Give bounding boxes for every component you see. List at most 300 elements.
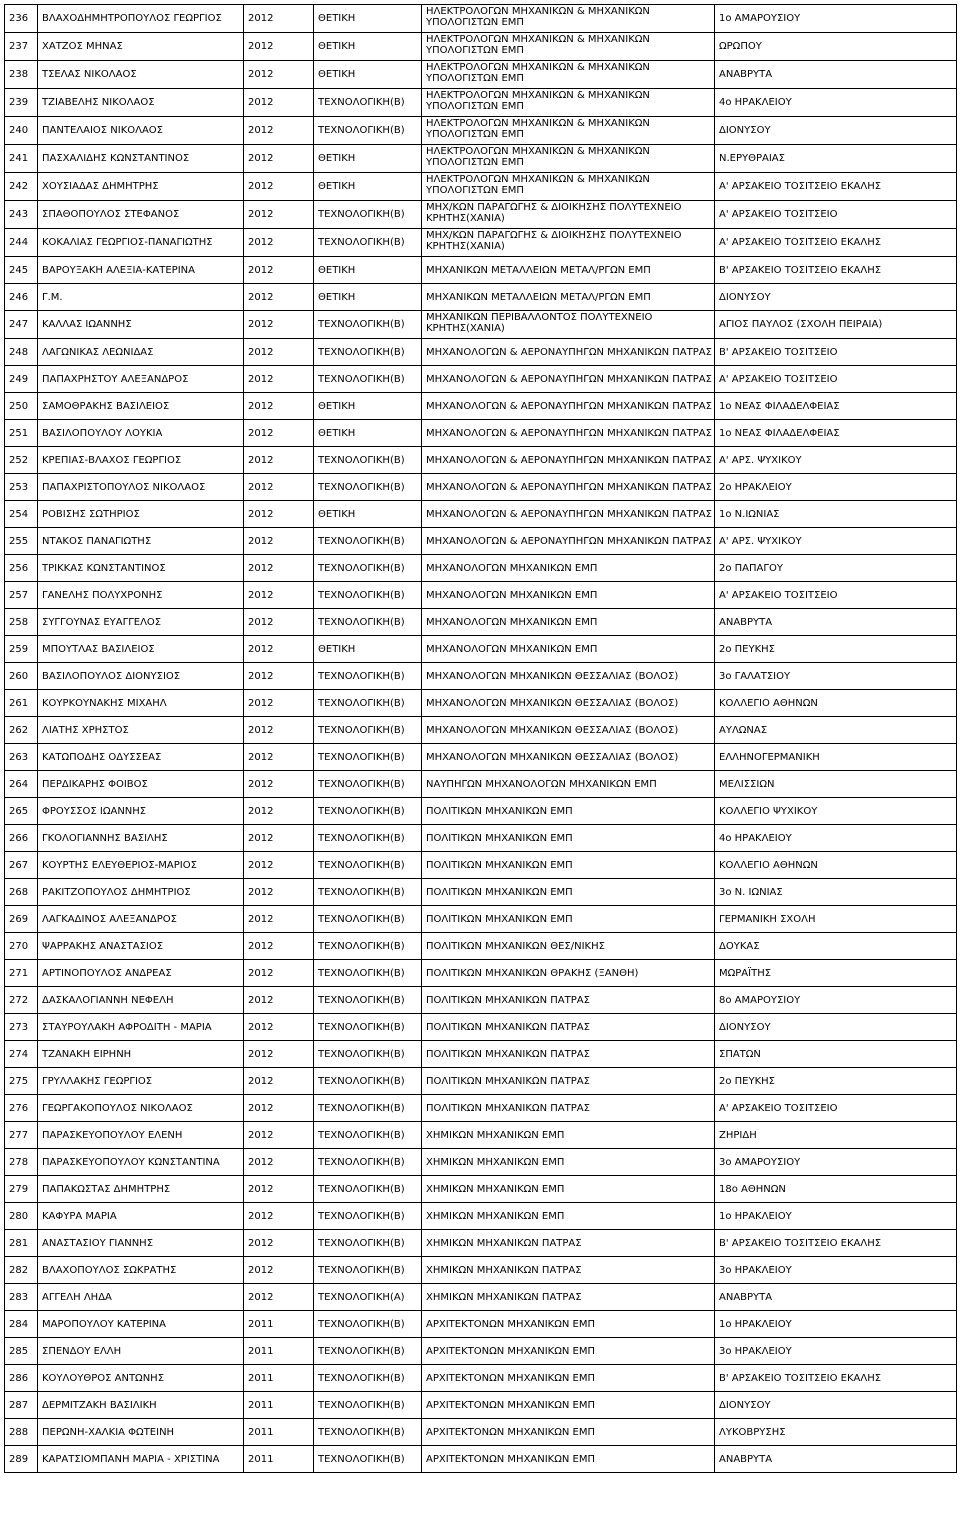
- student-name-cell: ΒΑΡΟΥΞΑΚΗ ΑΛΕΞΙΑ-ΚΑΤΕΡΙΝΑ: [38, 257, 244, 284]
- student-name-cell: ΚΡΕΠΙΑΣ-ΒΛΑΧΟΣ ΓΕΩΡΓΙΟΣ: [38, 447, 244, 474]
- year-cell: 2012: [244, 1122, 314, 1149]
- row-number-cell: 247: [5, 311, 38, 339]
- row-number-cell: 236: [5, 5, 38, 33]
- department-cell: ΜΗΧΑΝΟΛΟΓΩΝ ΜΗΧΑΝΙΚΩΝ ΘΕΣΣΑΛΙΑΣ (ΒΟΛΟΣ): [422, 663, 715, 690]
- department-cell: ΠΟΛΙΤΙΚΩΝ ΜΗΧΑΝΙΚΩΝ ΕΜΠ: [422, 852, 715, 879]
- school-cell: Α' ΑΡΣ. ΨΥΧΙΚΟΥ: [715, 447, 957, 474]
- year-cell: 2012: [244, 609, 314, 636]
- year-cell: 2012: [244, 257, 314, 284]
- school-cell: Α' ΑΡΣΑΚΕΙΟ ΤΟΣΙΤΣΕΙΟ ΕΚΑΛΗΣ: [715, 229, 957, 257]
- row-number-cell: 249: [5, 366, 38, 393]
- direction-cell: ΘΕΤΙΚΗ: [314, 284, 422, 311]
- row-number-cell: 278: [5, 1149, 38, 1176]
- table-row: [5, 145, 957, 173]
- school-cell: 3ο ΗΡΑΚΛΕΙΟΥ: [715, 1338, 957, 1365]
- table-row: [5, 1419, 957, 1446]
- table-row: [5, 690, 957, 717]
- row-number-cell: 272: [5, 987, 38, 1014]
- table-row: [5, 1149, 957, 1176]
- row-number-cell: 245: [5, 257, 38, 284]
- row-number-cell: 244: [5, 229, 38, 257]
- year-cell: 2012: [244, 311, 314, 339]
- student-name-cell: ΣΤΑΥΡΟΥΛΑΚΗ ΑΦΡΟΔΙΤΗ - ΜΑΡΙΑ: [38, 1014, 244, 1041]
- table-row: [5, 89, 957, 117]
- department-cell: ΑΡΧΙΤΕΚΤΟΝΩΝ ΜΗΧΑΝΙΚΩΝ ΕΜΠ: [422, 1338, 715, 1365]
- row-number-cell: 287: [5, 1392, 38, 1419]
- student-name-cell: ΑΓΓΕΛΗ ΛΗΔΑ: [38, 1284, 244, 1311]
- student-name-cell: ΚΑΡΑΤΣΙΟΜΠΑΝΗ ΜΑΡΙΑ - ΧΡΙΣΤΙΝΑ: [38, 1446, 244, 1473]
- department-cell: ΜΗΧΑΝΟΛΟΓΩΝ & ΑΕΡΟΝΑΥΠΗΓΩΝ ΜΗΧΑΝΙΚΩΝ ΠΑΤΡΑΣ: [422, 420, 715, 447]
- row-number-cell: 253: [5, 474, 38, 501]
- student-name-cell: ΛΑΓΩΝΙΚΑΣ ΛΕΩΝΙΔΑΣ: [38, 339, 244, 366]
- department-cell: ΑΡΧΙΤΕΚΤΟΝΩΝ ΜΗΧΑΝΙΚΩΝ ΕΜΠ: [422, 1446, 715, 1473]
- table-row: [5, 339, 957, 366]
- school-cell: 3ο Ν. ΙΩΝΙΑΣ: [715, 879, 957, 906]
- table-row: [5, 1365, 957, 1392]
- row-number-cell: 243: [5, 201, 38, 229]
- results-table: [4, 4, 957, 1473]
- table-row: [5, 229, 957, 257]
- direction-cell: ΤΕΧΝΟΛΟΓΙΚΗ(Β): [314, 1041, 422, 1068]
- row-number-cell: 271: [5, 960, 38, 987]
- direction-cell: ΘΕΤΙΚΗ: [314, 393, 422, 420]
- direction-cell: ΤΕΧΝΟΛΟΓΙΚΗ(Β): [314, 960, 422, 987]
- direction-cell: ΤΕΧΝΟΛΟΓΙΚΗ(Β): [314, 447, 422, 474]
- table-row: [5, 960, 957, 987]
- table-body: [5, 5, 957, 1473]
- school-cell: Ν.ΕΡΥΘΡΑΙΑΣ: [715, 145, 957, 173]
- school-cell: Α' ΑΡΣΑΚΕΙΟ ΤΟΣΙΤΣΕΙΟ: [715, 366, 957, 393]
- direction-cell: ΤΕΧΝΟΛΟΓΙΚΗ(Β): [314, 825, 422, 852]
- table-row: [5, 311, 957, 339]
- direction-cell: ΤΕΧΝΟΛΟΓΙΚΗ(Β): [314, 771, 422, 798]
- direction-cell: ΤΕΧΝΟΛΟΓΙΚΗ(Β): [314, 1095, 422, 1122]
- row-number-cell: 267: [5, 852, 38, 879]
- year-cell: 2012: [244, 229, 314, 257]
- student-name-cell: ΨΑΡΡΑΚΗΣ ΑΝΑΣΤΑΣΙΟΣ: [38, 933, 244, 960]
- school-cell: 1ο ΝΕΑΣ ΦΙΛΑΔΕΛΦΕΙΑΣ: [715, 420, 957, 447]
- student-name-cell: ΔΕΡΜΙΤΖΑΚΗ ΒΑΣΙΛΙΚΗ: [38, 1392, 244, 1419]
- department-cell: ΜΗΧΑΝΟΛΟΓΩΝ & ΑΕΡΟΝΑΥΠΗΓΩΝ ΜΗΧΑΝΙΚΩΝ ΠΑΤΡΑΣ: [422, 393, 715, 420]
- table-row: [5, 1284, 957, 1311]
- year-cell: 2012: [244, 501, 314, 528]
- student-name-cell: ΚΑΛΛΑΣ ΙΩΑΝΝΗΣ: [38, 311, 244, 339]
- school-cell: ΑΝΑΒΡΥΤΑ: [715, 1284, 957, 1311]
- table-row: [5, 1176, 957, 1203]
- table-row: [5, 173, 957, 201]
- department-cell: ΠΟΛΙΤΙΚΩΝ ΜΗΧΑΝΙΚΩΝ ΘΡΑΚΗΣ (ΞΑΝΘΗ): [422, 960, 715, 987]
- school-cell: ΔΟΥΚΑΣ: [715, 933, 957, 960]
- school-cell: 1ο ΝΕΑΣ ΦΙΛΑΔΕΛΦΕΙΑΣ: [715, 393, 957, 420]
- department-cell: ΜΗΧΑΝΟΛΟΓΩΝ ΜΗΧΑΝΙΚΩΝ ΘΕΣΣΑΛΙΑΣ (ΒΟΛΟΣ): [422, 690, 715, 717]
- school-cell: Α' ΑΡΣΑΚΕΙΟ ΤΟΣΙΤΣΕΙΟ ΕΚΑΛΗΣ: [715, 173, 957, 201]
- year-cell: 2012: [244, 852, 314, 879]
- department-cell: ΜΗΧΑΝΙΚΩΝ ΜΕΤΑΛΛΕΙΩΝ ΜΕΤΑΛ/ΡΓΩΝ ΕΜΠ: [422, 257, 715, 284]
- row-number-cell: 252: [5, 447, 38, 474]
- school-cell: Β' ΑΡΣΑΚΕΙΟ ΤΟΣΙΤΣΕΙΟ: [715, 339, 957, 366]
- department-cell: ΜΗΧΑΝΟΛΟΓΩΝ & ΑΕΡΟΝΑΥΠΗΓΩΝ ΜΗΧΑΝΙΚΩΝ ΠΑΤΡΑΣ: [422, 501, 715, 528]
- year-cell: 2012: [244, 1149, 314, 1176]
- student-name-cell: ΣΥΓΓΟΥΝΑΣ ΕΥΑΓΓΕΛΟΣ: [38, 609, 244, 636]
- department-cell: ΜΗΧΑΝΟΛΟΓΩΝ & ΑΕΡΟΝΑΥΠΗΓΩΝ ΜΗΧΑΝΙΚΩΝ ΠΑΤΡΑΣ: [422, 366, 715, 393]
- student-name-cell: ΠΑΠΑΧΡΗΣΤΟΥ ΑΛΕΞΑΝΔΡΟΣ: [38, 366, 244, 393]
- school-cell: 2ο ΠΕΥΚΗΣ: [715, 1068, 957, 1095]
- table-row: [5, 1338, 957, 1365]
- direction-cell: ΘΕΤΙΚΗ: [314, 61, 422, 89]
- student-name-cell: ΛΙΑΤΗΣ ΧΡΗΣΤΟΣ: [38, 717, 244, 744]
- year-cell: 2012: [244, 960, 314, 987]
- row-number-cell: 288: [5, 1419, 38, 1446]
- direction-cell: ΤΕΧΝΟΛΟΓΙΚΗ(Β): [314, 987, 422, 1014]
- year-cell: 2012: [244, 582, 314, 609]
- row-number-cell: 246: [5, 284, 38, 311]
- student-name-cell: ΒΛΑΧΟΠΟΥΛΟΣ ΣΩΚΡΑΤΗΣ: [38, 1257, 244, 1284]
- direction-cell: ΤΕΧΝΟΛΟΓΙΚΗ(Β): [314, 1338, 422, 1365]
- table-row: [5, 1068, 957, 1095]
- year-cell: 2012: [244, 1068, 314, 1095]
- school-cell: Β' ΑΡΣΑΚΕΙΟ ΤΟΣΙΤΣΕΙΟ ΕΚΑΛΗΣ: [715, 1230, 957, 1257]
- school-cell: ΔΙΟΝΥΣΟΥ: [715, 284, 957, 311]
- direction-cell: ΤΕΧΝΟΛΟΓΙΚΗ(Β): [314, 879, 422, 906]
- school-cell: 2ο ΗΡΑΚΛΕΙΟΥ: [715, 474, 957, 501]
- student-name-cell: ΔΑΣΚΑΛΟΓΙΑΝΝΗ ΝΕΦΕΛΗ: [38, 987, 244, 1014]
- school-cell: ΑΥΛΩΝΑΣ: [715, 717, 957, 744]
- row-number-cell: 276: [5, 1095, 38, 1122]
- department-cell: ΠΟΛΙΤΙΚΩΝ ΜΗΧΑΝΙΚΩΝ ΘΕΣ/ΝΙΚΗΣ: [422, 933, 715, 960]
- row-number-cell: 274: [5, 1041, 38, 1068]
- table-row: [5, 1446, 957, 1473]
- school-cell: ΜΕΛΙΣΣΙΩΝ: [715, 771, 957, 798]
- row-number-cell: 241: [5, 145, 38, 173]
- department-cell: ΜΗΧΑΝΟΛΟΓΩΝ & ΑΕΡΟΝΑΥΠΗΓΩΝ ΜΗΧΑΝΙΚΩΝ ΠΑΤΡΑΣ: [422, 474, 715, 501]
- school-cell: 2ο ΠΕΥΚΗΣ: [715, 636, 957, 663]
- student-name-cell: ΠΑΠΑΚΩΣΤΑΣ ΔΗΜΗΤΡΗΣ: [38, 1176, 244, 1203]
- school-cell: ΖΗΡΙΔΗ: [715, 1122, 957, 1149]
- table-row: [5, 447, 957, 474]
- student-name-cell: ΑΝΑΣΤΑΣΙΟΥ ΓΙΑΝΝΗΣ: [38, 1230, 244, 1257]
- table-row: [5, 582, 957, 609]
- school-cell: Β' ΑΡΣΑΚΕΙΟ ΤΟΣΙΤΣΕΙΟ ΕΚΑΛΗΣ: [715, 1365, 957, 1392]
- student-name-cell: ΜΠΟΥΤΛΑΣ ΒΑΣΙΛΕΙΟΣ: [38, 636, 244, 663]
- school-cell: ΚΟΛΛΕΓΙΟ ΨΥΧΙΚΟΥ: [715, 798, 957, 825]
- student-name-cell: ΧΑΤΖΟΣ ΜΗΝΑΣ: [38, 33, 244, 61]
- year-cell: 2012: [244, 447, 314, 474]
- table-row: [5, 879, 957, 906]
- year-cell: 2012: [244, 1257, 314, 1284]
- department-cell: ΗΛΕΚΤΡΟΛΟΓΩΝ ΜΗΧΑΝΙΚΩΝ & ΜΗΧΑΝΙΚΩΝ ΥΠΟΛΟΓΙΣΤΩΝ ΕΜΠ: [422, 33, 715, 61]
- year-cell: 2012: [244, 528, 314, 555]
- school-cell: Β' ΑΡΣΑΚΕΙΟ ΤΟΣΙΤΣΕΙΟ ΕΚΑΛΗΣ: [715, 257, 957, 284]
- row-number-cell: 279: [5, 1176, 38, 1203]
- table-row: [5, 1014, 957, 1041]
- school-cell: 1ο ΗΡΑΚΛΕΙΟΥ: [715, 1311, 957, 1338]
- table-row: [5, 771, 957, 798]
- direction-cell: ΤΕΧΝΟΛΟΓΙΚΗ(Β): [314, 1392, 422, 1419]
- school-cell: ΜΩΡΑΪΤΗΣ: [715, 960, 957, 987]
- row-number-cell: 263: [5, 744, 38, 771]
- student-name-cell: ΤΣΕΛΑΣ ΝΙΚΟΛΑΟΣ: [38, 61, 244, 89]
- student-name-cell: ΤΡΙΚΚΑΣ ΚΩΝΣΤΑΝΤΙΝΟΣ: [38, 555, 244, 582]
- year-cell: 2012: [244, 663, 314, 690]
- row-number-cell: 248: [5, 339, 38, 366]
- direction-cell: ΘΕΤΙΚΗ: [314, 5, 422, 33]
- department-cell: ΑΡΧΙΤΕΚΤΟΝΩΝ ΜΗΧΑΝΙΚΩΝ ΕΜΠ: [422, 1365, 715, 1392]
- department-cell: ΧΗΜΙΚΩΝ ΜΗΧΑΝΙΚΩΝ ΕΜΠ: [422, 1176, 715, 1203]
- direction-cell: ΤΕΧΝΟΛΟΓΙΚΗ(Β): [314, 528, 422, 555]
- department-cell: ΗΛΕΚΤΡΟΛΟΓΩΝ ΜΗΧΑΝΙΚΩΝ & ΜΗΧΑΝΙΚΩΝ ΥΠΟΛΟΓΙΣΤΩΝ ΕΜΠ: [422, 89, 715, 117]
- table-row: [5, 717, 957, 744]
- school-cell: Α' ΑΡΣΑΚΕΙΟ ΤΟΣΙΤΣΕΙΟ: [715, 1095, 957, 1122]
- department-cell: ΗΛΕΚΤΡΟΛΟΓΩΝ ΜΗΧΑΝΙΚΩΝ & ΜΗΧΑΝΙΚΩΝ ΥΠΟΛΟΓΙΣΤΩΝ ΕΜΠ: [422, 61, 715, 89]
- student-name-cell: ΒΑΣΙΛΟΠΟΥΛΟΣ ΔΙΟΝΥΣΙΟΣ: [38, 663, 244, 690]
- row-number-cell: 265: [5, 798, 38, 825]
- direction-cell: ΘΕΤΙΚΗ: [314, 145, 422, 173]
- student-name-cell: ΣΠΕΝΔΟΥ ΕΛΛΗ: [38, 1338, 244, 1365]
- row-number-cell: 262: [5, 717, 38, 744]
- table-row: [5, 1392, 957, 1419]
- school-cell: 4ο ΗΡΑΚΛΕΙΟΥ: [715, 825, 957, 852]
- table-row: [5, 1122, 957, 1149]
- direction-cell: ΘΕΤΙΚΗ: [314, 501, 422, 528]
- department-cell: ΜΗΧ/ΚΩΝ ΠΑΡΑΓΩΓΗΣ & ΔΙΟΙΚΗΣΗΣ ΠΟΛΥΤΕΧΝΕΙΟ ΚΡΗΤΗΣ(ΧΑΝΙΑ): [422, 201, 715, 229]
- student-name-cell: ΝΤΑΚΟΣ ΠΑΝΑΓΙΩΤΗΣ: [38, 528, 244, 555]
- year-cell: 2012: [244, 1176, 314, 1203]
- direction-cell: ΤΕΧΝΟΛΟΓΙΚΗ(Β): [314, 117, 422, 145]
- table-row: [5, 1257, 957, 1284]
- table-row: [5, 366, 957, 393]
- year-cell: 2012: [244, 987, 314, 1014]
- direction-cell: ΤΕΧΝΟΛΟΓΙΚΗ(Β): [314, 933, 422, 960]
- school-cell: Α' ΑΡΣΑΚΕΙΟ ΤΟΣΙΤΣΕΙΟ: [715, 201, 957, 229]
- student-name-cell: ΚΟΥΛΟΥΘΡΟΣ ΑΝΤΩΝΗΣ: [38, 1365, 244, 1392]
- department-cell: ΑΡΧΙΤΕΚΤΟΝΩΝ ΜΗΧΑΝΙΚΩΝ ΕΜΠ: [422, 1311, 715, 1338]
- table-row: [5, 284, 957, 311]
- direction-cell: ΘΕΤΙΚΗ: [314, 420, 422, 447]
- year-cell: 2012: [244, 474, 314, 501]
- school-cell: 1ο ΑΜΑΡΟΥΣΙΟΥ: [715, 5, 957, 33]
- school-cell: ΔΙΟΝΥΣΟΥ: [715, 117, 957, 145]
- student-name-cell: ΚΟΥΡΚΟΥΝΑΚΗΣ ΜΙΧΑΗΛ: [38, 690, 244, 717]
- student-name-cell: ΠΕΡΔΙΚΑΡΗΣ ΦΟΙΒΟΣ: [38, 771, 244, 798]
- school-cell: ΛΥΚΟΒΡΥΣΗΣ: [715, 1419, 957, 1446]
- row-number-cell: 254: [5, 501, 38, 528]
- year-cell: 2012: [244, 933, 314, 960]
- student-name-cell: ΠΑΣΧΑΛΙΔΗΣ ΚΩΝΣΤΑΝΤΙΝΟΣ: [38, 145, 244, 173]
- school-cell: 8ο ΑΜΑΡΟΥΣΙΟΥ: [715, 987, 957, 1014]
- table-row: [5, 33, 957, 61]
- department-cell: ΠΟΛΙΤΙΚΩΝ ΜΗΧΑΝΙΚΩΝ ΕΜΠ: [422, 798, 715, 825]
- school-cell: Α' ΑΡΣΑΚΕΙΟ ΤΟΣΙΤΣΕΙΟ: [715, 582, 957, 609]
- student-name-cell: ΓΑΝΕΛΗΣ ΠΟΛΥΧΡΟΝΗΣ: [38, 582, 244, 609]
- year-cell: 2011: [244, 1419, 314, 1446]
- direction-cell: ΤΕΧΝΟΛΟΓΙΚΗ(Β): [314, 906, 422, 933]
- direction-cell: ΘΕΤΙΚΗ: [314, 636, 422, 663]
- row-number-cell: 273: [5, 1014, 38, 1041]
- year-cell: 2012: [244, 690, 314, 717]
- row-number-cell: 266: [5, 825, 38, 852]
- row-number-cell: 280: [5, 1203, 38, 1230]
- year-cell: 2012: [244, 89, 314, 117]
- table-row: [5, 5, 957, 33]
- table-row: [5, 257, 957, 284]
- school-cell: ΔΙΟΝΥΣΟΥ: [715, 1392, 957, 1419]
- row-number-cell: 285: [5, 1338, 38, 1365]
- direction-cell: ΤΕΧΝΟΛΟΓΙΚΗ(Β): [314, 555, 422, 582]
- direction-cell: ΤΕΧΝΟΛΟΓΙΚΗ(Β): [314, 311, 422, 339]
- year-cell: 2011: [244, 1311, 314, 1338]
- row-number-cell: 251: [5, 420, 38, 447]
- school-cell: ΓΕΡΜΑΝΙΚΗ ΣΧΟΛΗ: [715, 906, 957, 933]
- year-cell: 2012: [244, 284, 314, 311]
- direction-cell: ΤΕΧΝΟΛΟΓΙΚΗ(Β): [314, 1446, 422, 1473]
- school-cell: 3ο ΑΜΑΡΟΥΣΙΟΥ: [715, 1149, 957, 1176]
- year-cell: 2012: [244, 1095, 314, 1122]
- student-name-cell: Γ.Μ.: [38, 284, 244, 311]
- department-cell: ΧΗΜΙΚΩΝ ΜΗΧΑΝΙΚΩΝ ΠΑΤΡΑΣ: [422, 1230, 715, 1257]
- table-row: [5, 528, 957, 555]
- school-cell: ΕΛΛΗΝΟΓΕΡΜΑΝΙΚΗ: [715, 744, 957, 771]
- student-name-cell: ΠΕΡΩΝΗ-ΧΑΛΚΙΑ ΦΩΤΕΙΝΗ: [38, 1419, 244, 1446]
- student-name-cell: ΚΑΦΥΡΑ ΜΑΡΙΑ: [38, 1203, 244, 1230]
- school-cell: ΚΟΛΛΕΓΙΟ ΑΘΗΝΩΝ: [715, 852, 957, 879]
- department-cell: ΜΗΧΑΝΟΛΟΓΩΝ ΜΗΧΑΝΙΚΩΝ ΘΕΣΣΑΛΙΑΣ (ΒΟΛΟΣ): [422, 717, 715, 744]
- table-row: [5, 933, 957, 960]
- year-cell: 2012: [244, 717, 314, 744]
- year-cell: 2011: [244, 1446, 314, 1473]
- direction-cell: ΤΕΧΝΟΛΟΓΙΚΗ(Β): [314, 1419, 422, 1446]
- direction-cell: ΤΕΧΝΟΛΟΓΙΚΗ(Β): [314, 582, 422, 609]
- school-cell: 1ο ΗΡΑΚΛΕΙΟΥ: [715, 1203, 957, 1230]
- row-number-cell: 286: [5, 1365, 38, 1392]
- table-row: [5, 744, 957, 771]
- department-cell: ΑΡΧΙΤΕΚΤΟΝΩΝ ΜΗΧΑΝΙΚΩΝ ΕΜΠ: [422, 1392, 715, 1419]
- school-cell: ΑΓΙΟΣ ΠΑΥΛΟΣ (ΣΧΟΛΗ ΠΕΙΡΑΙΑ): [715, 311, 957, 339]
- student-name-cell: ΒΑΣΙΛΟΠΟΥΛΟΥ ΛΟΥΚΙΑ: [38, 420, 244, 447]
- school-cell: Α' ΑΡΣ. ΨΥΧΙΚΟΥ: [715, 528, 957, 555]
- direction-cell: ΤΕΧΝΟΛΟΓΙΚΗ(Β): [314, 201, 422, 229]
- department-cell: ΧΗΜΙΚΩΝ ΜΗΧΑΝΙΚΩΝ ΠΑΤΡΑΣ: [422, 1257, 715, 1284]
- row-number-cell: 239: [5, 89, 38, 117]
- year-cell: 2012: [244, 33, 314, 61]
- direction-cell: ΤΕΧΝΟΛΟΓΙΚΗ(Α): [314, 1284, 422, 1311]
- direction-cell: ΤΕΧΝΟΛΟΓΙΚΗ(Β): [314, 1068, 422, 1095]
- department-cell: ΗΛΕΚΤΡΟΛΟΓΩΝ ΜΗΧΑΝΙΚΩΝ & ΜΗΧΑΝΙΚΩΝ ΥΠΟΛΟΓΙΣΤΩΝ ΕΜΠ: [422, 145, 715, 173]
- year-cell: 2012: [244, 879, 314, 906]
- table-row: [5, 393, 957, 420]
- year-cell: 2012: [244, 1203, 314, 1230]
- student-name-cell: ΦΡΟΥΣΣΟΣ ΙΩΑΝΝΗΣ: [38, 798, 244, 825]
- department-cell: ΜΗΧΑΝΟΛΟΓΩΝ ΜΗΧΑΝΙΚΩΝ ΘΕΣΣΑΛΙΑΣ (ΒΟΛΟΣ): [422, 744, 715, 771]
- year-cell: 2012: [244, 393, 314, 420]
- department-cell: ΧΗΜΙΚΩΝ ΜΗΧΑΝΙΚΩΝ ΕΜΠ: [422, 1149, 715, 1176]
- year-cell: 2012: [244, 1014, 314, 1041]
- row-number-cell: 256: [5, 555, 38, 582]
- direction-cell: ΤΕΧΝΟΛΟΓΙΚΗ(Β): [314, 1122, 422, 1149]
- department-cell: ΠΟΛΙΤΙΚΩΝ ΜΗΧΑΝΙΚΩΝ ΠΑΤΡΑΣ: [422, 1068, 715, 1095]
- student-name-cell: ΡΟΒΙΣΗΣ ΣΩΤΗΡΙΟΣ: [38, 501, 244, 528]
- table-row: [5, 201, 957, 229]
- school-cell: ΔΙΟΝΥΣΟΥ: [715, 1014, 957, 1041]
- direction-cell: ΤΕΧΝΟΛΟΓΙΚΗ(Β): [314, 852, 422, 879]
- table-row: [5, 636, 957, 663]
- department-cell: ΠΟΛΙΤΙΚΩΝ ΜΗΧΑΝΙΚΩΝ ΠΑΤΡΑΣ: [422, 1041, 715, 1068]
- row-number-cell: 250: [5, 393, 38, 420]
- table-row: [5, 61, 957, 89]
- row-number-cell: 275: [5, 1068, 38, 1095]
- direction-cell: ΤΕΧΝΟΛΟΓΙΚΗ(Β): [314, 798, 422, 825]
- year-cell: 2011: [244, 1365, 314, 1392]
- department-cell: ΠΟΛΙΤΙΚΩΝ ΜΗΧΑΝΙΚΩΝ ΕΜΠ: [422, 825, 715, 852]
- department-cell: ΜΗΧΑΝΟΛΟΓΩΝ ΜΗΧΑΝΙΚΩΝ ΕΜΠ: [422, 582, 715, 609]
- year-cell: 2012: [244, 366, 314, 393]
- department-cell: ΜΗΧΑΝΟΛΟΓΩΝ ΜΗΧΑΝΙΚΩΝ ΕΜΠ: [422, 609, 715, 636]
- year-cell: 2012: [244, 744, 314, 771]
- school-cell: 3ο ΗΡΑΚΛΕΙΟΥ: [715, 1257, 957, 1284]
- school-cell: 18ο ΑΘΗΝΩΝ: [715, 1176, 957, 1203]
- table-row: [5, 663, 957, 690]
- student-name-cell: ΣΠΑΘΟΠΟΥΛΟΣ ΣΤΕΦΑΝΟΣ: [38, 201, 244, 229]
- table-row: [5, 1041, 957, 1068]
- direction-cell: ΤΕΧΝΟΛΟΓΙΚΗ(Β): [314, 1257, 422, 1284]
- direction-cell: ΤΕΧΝΟΛΟΓΙΚΗ(Β): [314, 663, 422, 690]
- student-name-cell: ΚΑΤΩΠΟΔΗΣ ΟΔΥΣΣΕΑΣ: [38, 744, 244, 771]
- table-row: [5, 1311, 957, 1338]
- row-number-cell: 264: [5, 771, 38, 798]
- student-name-cell: ΛΑΓΚΑΔΙΝΟΣ ΑΛΕΞΑΝΔΡΟΣ: [38, 906, 244, 933]
- table-row: [5, 474, 957, 501]
- row-number-cell: 268: [5, 879, 38, 906]
- department-cell: ΗΛΕΚΤΡΟΛΟΓΩΝ ΜΗΧΑΝΙΚΩΝ & ΜΗΧΑΝΙΚΩΝ ΥΠΟΛΟΓΙΣΤΩΝ ΕΜΠ: [422, 5, 715, 33]
- direction-cell: ΤΕΧΝΟΛΟΓΙΚΗ(Β): [314, 717, 422, 744]
- direction-cell: ΘΕΤΙΚΗ: [314, 173, 422, 201]
- row-number-cell: 261: [5, 690, 38, 717]
- student-name-cell: ΧΟΥΣΙΑΔΑΣ ΔΗΜΗΤΡΗΣ: [38, 173, 244, 201]
- row-number-cell: 283: [5, 1284, 38, 1311]
- student-name-cell: ΚΟΚΑΛΙΑΣ ΓΕΩΡΓΙΟΣ-ΠΑΝΑΓΙΩΤΗΣ: [38, 229, 244, 257]
- table-row: [5, 906, 957, 933]
- year-cell: 2011: [244, 1338, 314, 1365]
- year-cell: 2012: [244, 61, 314, 89]
- student-name-cell: ΣΑΜΟΘΡΑΚΗΣ ΒΑΣΙΛΕΙΟΣ: [38, 393, 244, 420]
- year-cell: 2012: [244, 906, 314, 933]
- school-cell: ΑΝΑΒΡΥΤΑ: [715, 1446, 957, 1473]
- row-number-cell: 257: [5, 582, 38, 609]
- row-number-cell: 284: [5, 1311, 38, 1338]
- school-cell: 3ο ΓΑΛΑΤΣΙΟΥ: [715, 663, 957, 690]
- direction-cell: ΤΕΧΝΟΛΟΓΙΚΗ(Β): [314, 1311, 422, 1338]
- year-cell: 2012: [244, 1284, 314, 1311]
- department-cell: ΧΗΜΙΚΩΝ ΜΗΧΑΝΙΚΩΝ ΠΑΤΡΑΣ: [422, 1284, 715, 1311]
- year-cell: 2012: [244, 339, 314, 366]
- school-cell: 1ο Ν.ΙΩΝΙΑΣ: [715, 501, 957, 528]
- year-cell: 2012: [244, 825, 314, 852]
- direction-cell: ΤΕΧΝΟΛΟΓΙΚΗ(Β): [314, 89, 422, 117]
- table-row: [5, 1230, 957, 1257]
- direction-cell: ΤΕΧΝΟΛΟΓΙΚΗ(Β): [314, 744, 422, 771]
- table-row: [5, 798, 957, 825]
- year-cell: 2012: [244, 1230, 314, 1257]
- table-row: [5, 555, 957, 582]
- direction-cell: ΤΕΧΝΟΛΟΓΙΚΗ(Β): [314, 474, 422, 501]
- department-cell: ΠΟΛΙΤΙΚΩΝ ΜΗΧΑΝΙΚΩΝ ΕΜΠ: [422, 879, 715, 906]
- school-cell: ΑΝΑΒΡΥΤΑ: [715, 61, 957, 89]
- school-cell: ΑΝΑΒΡΥΤΑ: [715, 609, 957, 636]
- year-cell: 2012: [244, 771, 314, 798]
- student-name-cell: ΠΑΠΑΧΡΙΣΤΟΠΟΥΛΟΣ ΝΙΚΟΛΑΟΣ: [38, 474, 244, 501]
- department-cell: ΜΗΧΑΝΙΚΩΝ ΠΕΡΙΒΑΛΛΟΝΤΟΣ ΠΟΛΥΤΕΧΝΕΙΟ ΚΡΗΤΗΣ(ΧΑΝΙΑ): [422, 311, 715, 339]
- school-cell: ΚΟΛΛΕΓΙΟ ΑΘΗΝΩΝ: [715, 690, 957, 717]
- student-name-cell: ΤΖΑΝΑΚΗ ΕΙΡΗΝΗ: [38, 1041, 244, 1068]
